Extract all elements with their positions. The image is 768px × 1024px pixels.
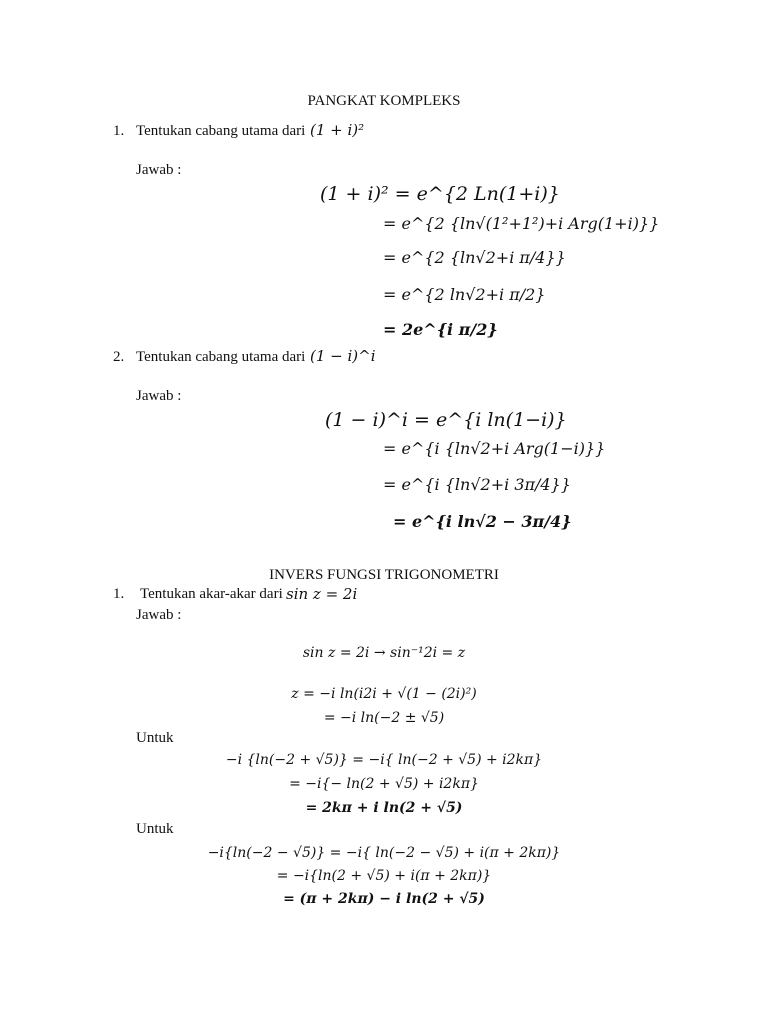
untuk2-line-1: −i{ln(−2 − √5)} = −i{ ln(−2 − √5) + i(π + 2kπ)} bbox=[207, 845, 561, 861]
untuk2-line-3: = (π + 2kπ) − i ln(2 + √5) bbox=[283, 891, 485, 907]
inv-line-1: sin z = 2i → sin⁻¹2i = z bbox=[302, 645, 466, 661]
question-2-expr: (1 − i)^i bbox=[310, 347, 376, 365]
q2-step-2: = e^{i {ln√2+i Arg(1−i)}} bbox=[383, 439, 606, 458]
question-2-number: 2. bbox=[113, 349, 125, 365]
section-title-invers-fungsi: INVERS FUNGSI TRIGONOMETRI bbox=[269, 567, 499, 583]
q1-step-4: = e^{2 ln√2+i π/2} bbox=[383, 285, 546, 304]
inv-line-3: = −i ln(−2 ± √5) bbox=[323, 710, 445, 726]
section-title-pangkat-kompleks: PANGKAT KOMPLEKS bbox=[307, 93, 461, 109]
question-3-expr: sin z = 2i bbox=[286, 585, 358, 603]
untuk-label-1: Untuk bbox=[136, 730, 174, 746]
question-2-answer-label: Jawab : bbox=[136, 388, 182, 404]
question-1-answer-label: Jawab : bbox=[136, 162, 182, 178]
q1-step-2: = e^{2 {ln√(1²+1²)+i Arg(1+i)}} bbox=[383, 214, 660, 233]
question-3-answer-label: Jawab : bbox=[136, 607, 182, 623]
q1-step-3: = e^{2 {ln√2+i π/4}} bbox=[383, 248, 566, 267]
untuk2-line-2: = −i{ln(2 + √5) + i(π + 2kπ)} bbox=[276, 868, 492, 884]
question-2-text: Tentukan cabang utama dari bbox=[136, 349, 306, 365]
untuk-label-2: Untuk bbox=[136, 821, 174, 837]
question-1-number: 1. bbox=[113, 123, 125, 139]
untuk1-line-2: = −i{− ln(2 + √5) + i2kπ} bbox=[289, 776, 479, 792]
question-3-number: 1. bbox=[113, 586, 125, 602]
question-1-expr: (1 + i)² bbox=[310, 121, 365, 139]
untuk1-line-3: = 2kπ + i ln(2 + √5) bbox=[305, 800, 463, 816]
q1-step-1: (1 + i)² = e^{2 Ln(1+i)} bbox=[320, 183, 560, 205]
question-3-text: Tentukan akar-akar dari bbox=[140, 586, 283, 602]
untuk1-line-1: −i {ln(−2 + √5)} = −i{ ln(−2 + √5) + i2kπ} bbox=[225, 752, 543, 768]
question-1-text: Tentukan cabang utama dari bbox=[136, 123, 306, 139]
q1-step-5: = 2e^{i π/2} bbox=[383, 320, 498, 339]
q2-step-1: (1 − i)^i = e^{i ln(1−i)} bbox=[325, 409, 567, 431]
q2-step-3: = e^{i {ln√2+i 3π/4}} bbox=[383, 475, 571, 494]
q2-step-4: = e^{i ln√2 − 3π/4} bbox=[393, 512, 572, 531]
inv-line-2: z = −i ln(i2i + √(1 − (2i)²) bbox=[291, 686, 477, 702]
